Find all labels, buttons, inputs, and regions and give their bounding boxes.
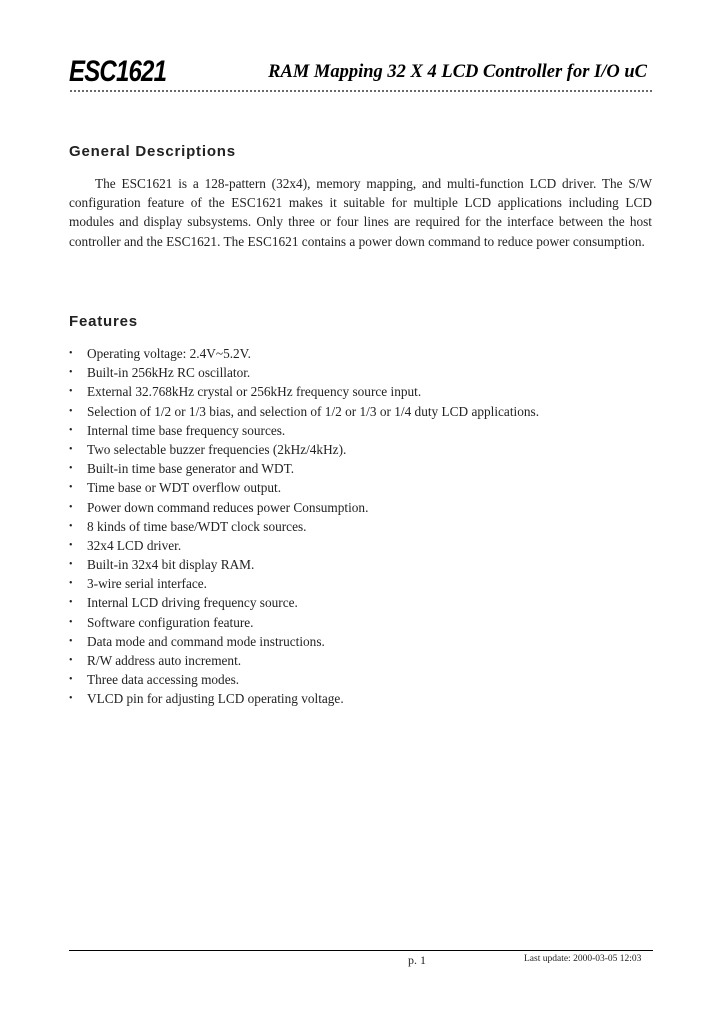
feature-text: External 32.768kHz crystal or 256kHz frequency source input.	[87, 384, 422, 400]
feature-item	[69, 670, 539, 689]
feature-text: Data mode and command mode instructions.	[87, 633, 325, 649]
bullet-icon: •	[69, 424, 73, 436]
feature-item	[69, 459, 539, 478]
feature-text: Operating voltage: 2.4V~5.2V.	[87, 346, 251, 361]
bullet-icon: •	[69, 674, 73, 686]
bullet-icon: •	[69, 578, 73, 590]
feature-text: Internal time base frequency sources.	[87, 422, 286, 438]
feature-item	[69, 344, 539, 363]
bullet-icon: •	[69, 367, 73, 379]
bullet-icon: •	[69, 655, 73, 666]
logo: ESC1621	[69, 55, 167, 88]
feature-item	[69, 382, 539, 401]
bullet-icon: •	[69, 539, 73, 551]
page-header	[69, 54, 653, 94]
bullet-icon: •	[69, 443, 73, 455]
feature-item	[69, 651, 539, 670]
feature-text: Software configuration feature.	[87, 614, 254, 630]
bullet-icon: •	[69, 616, 73, 628]
feature-item	[69, 613, 539, 632]
page-number: p. 1	[408, 953, 426, 967]
bullet-icon: •	[69, 405, 73, 417]
bullet-icon: •	[69, 693, 73, 705]
general-description-text: The ESC1621 is a 128-pattern (32x4), memory mapping, and multi-function LCD driver. The S/W configuration feature of the ESC1621 makes it suitable for multiple LCD applications including LCD modules and display subsystems. Only three or four lines are required for the interface between the host controller and the ESC1621. The ESC1621 contains a power down command to reduce power consumption.	[69, 176, 652, 249]
bullet-icon: •	[69, 463, 73, 475]
bullet-icon: •	[69, 482, 73, 494]
feature-item	[69, 632, 539, 651]
feature-text: Time base or WDT overflow output.	[87, 480, 282, 496]
dotted-divider	[69, 90, 653, 92]
bullet-icon: •	[69, 597, 73, 609]
feature-item	[69, 574, 539, 593]
feature-item	[69, 498, 539, 517]
footer-divider	[69, 950, 653, 951]
bullet-icon: •	[69, 348, 73, 359]
feature-text: VLCD pin for adjusting LCD operating voltage.	[87, 691, 344, 707]
bullet-icon: •	[69, 520, 73, 532]
feature-text: Two selectable buzzer frequencies (2kHz/4kHz).	[87, 441, 347, 457]
feature-text: Built-in 32x4 bit display RAM.	[87, 557, 255, 573]
feature-item	[69, 478, 539, 497]
feature-item	[69, 517, 539, 536]
last-update: Last update: 2000-03-05 12:03	[524, 954, 642, 964]
feature-item	[69, 440, 539, 459]
features-list	[69, 344, 539, 709]
feature-text: Built-in 256kHz RC oscillator.	[87, 365, 251, 381]
feature-item	[69, 536, 539, 555]
bullet-icon: •	[69, 501, 73, 513]
document-title: RAM Mapping 32 X 4 LCD Controller for I/O uC	[268, 62, 647, 82]
feature-item	[69, 363, 539, 382]
general-descriptions-heading: General Descriptions	[69, 143, 236, 160]
bullet-icon: •	[69, 386, 73, 398]
feature-text: R/W address auto increment.	[87, 653, 242, 668]
feature-text: Built-in time base generator and WDT.	[87, 461, 295, 477]
bullet-icon: •	[69, 635, 73, 647]
feature-text: 32x4 LCD driver.	[87, 537, 182, 553]
features-heading: Features	[69, 313, 138, 330]
bullet-icon: •	[69, 559, 73, 571]
feature-text: Internal LCD driving frequency source.	[87, 595, 298, 611]
feature-item	[69, 555, 539, 574]
feature-item	[69, 593, 539, 612]
feature-text: 3-wire serial interface.	[87, 576, 207, 592]
feature-item	[69, 421, 539, 440]
feature-item	[69, 689, 539, 708]
feature-text: Three data accessing modes.	[87, 672, 240, 688]
feature-item	[69, 402, 539, 421]
feature-text: Power down command reduces power Consumption.	[87, 499, 369, 515]
feature-text: Selection of 1/2 or 1/3 bias, and selection of 1/2 or 1/3 or 1/4 duty LCD applications.	[87, 403, 540, 419]
feature-text: 8 kinds of time base/WDT clock sources.	[87, 518, 307, 534]
